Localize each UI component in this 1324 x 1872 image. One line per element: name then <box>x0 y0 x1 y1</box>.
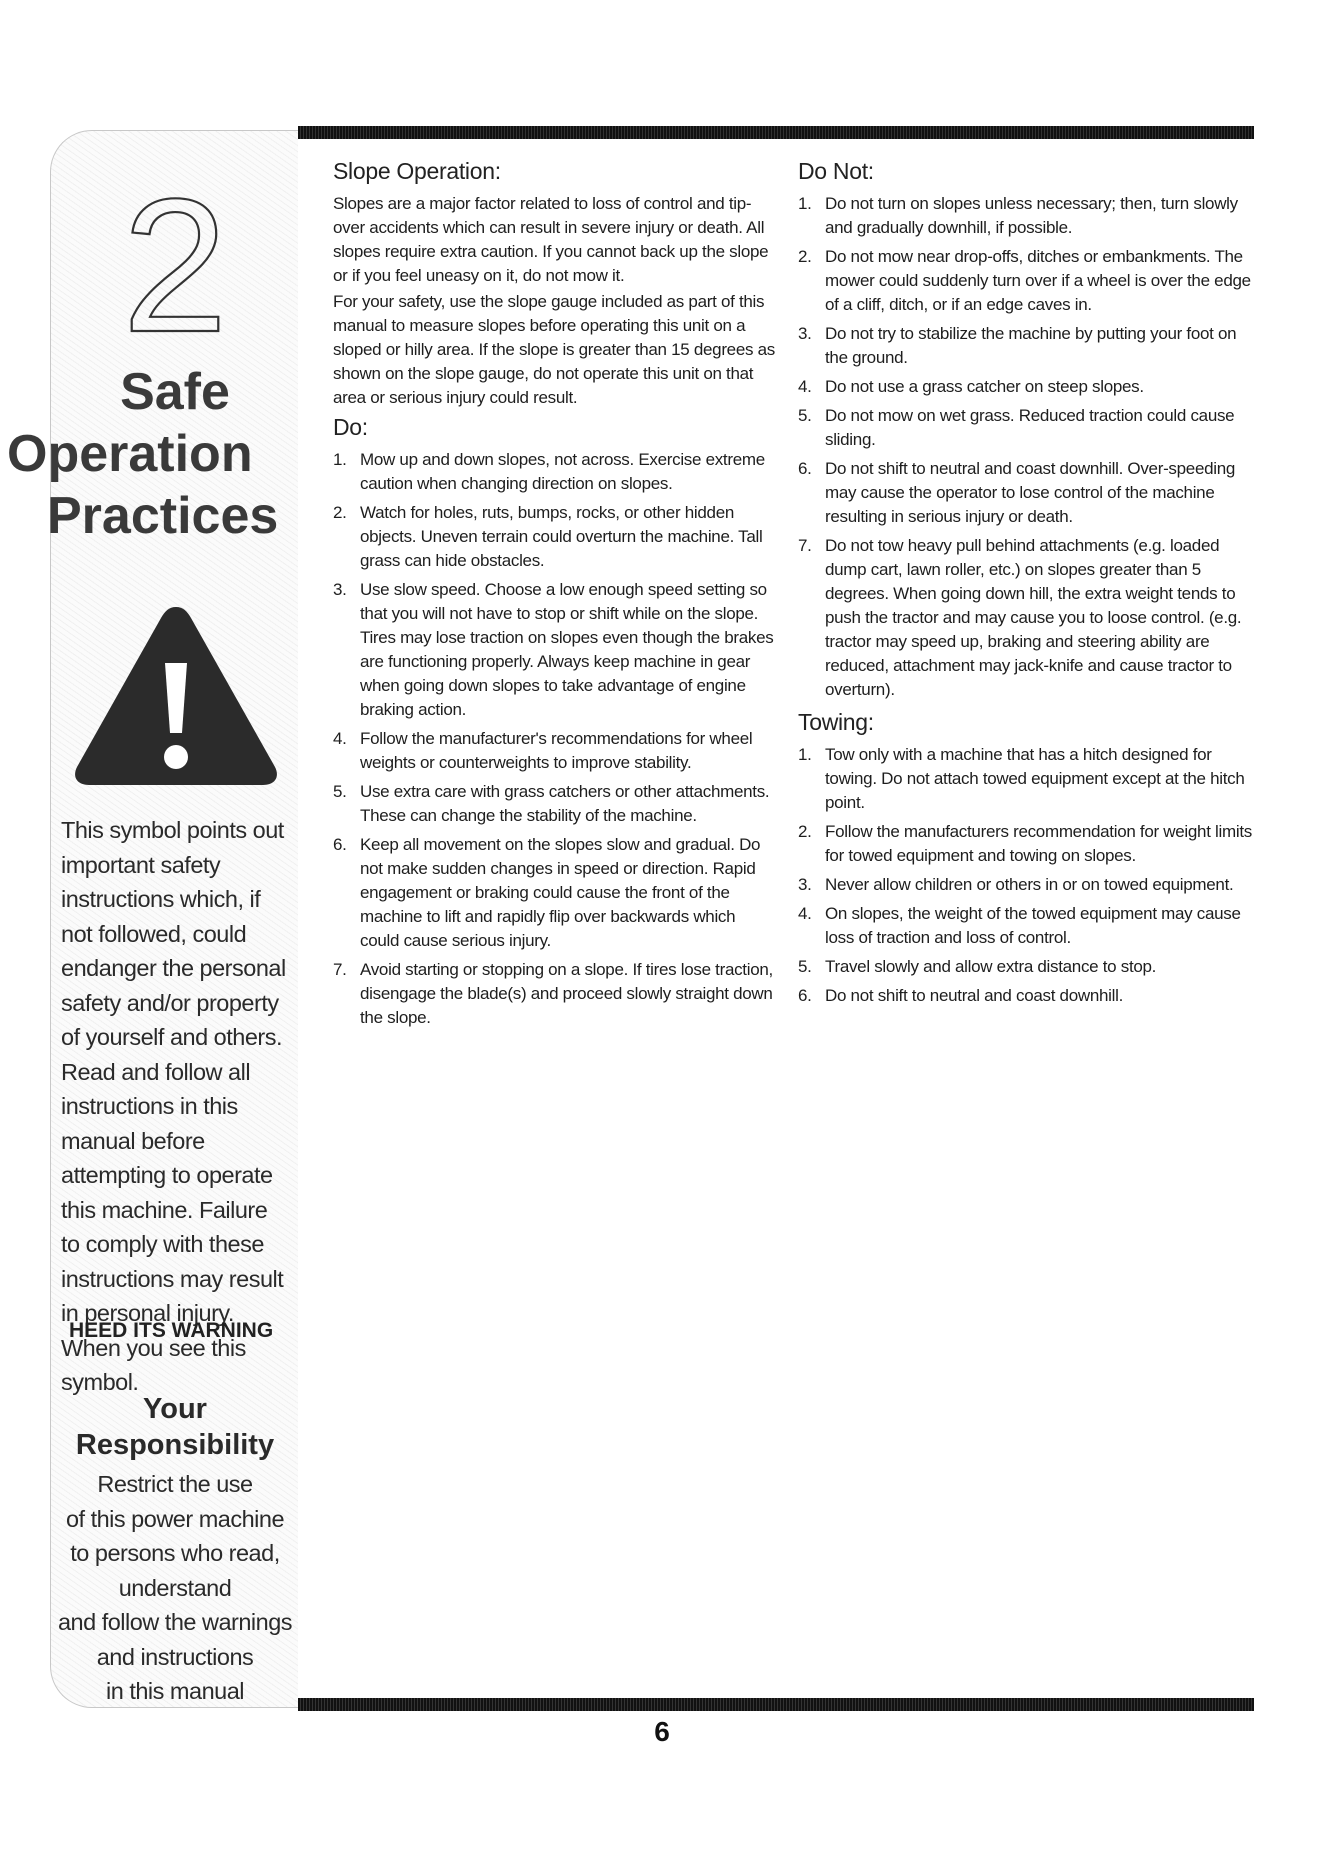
item-number: 2. <box>333 503 347 522</box>
item-number: 7. <box>333 960 347 979</box>
do-list <box>333 448 778 1030</box>
list-item <box>333 501 778 573</box>
item-number: 4. <box>798 904 812 923</box>
list-item <box>798 322 1258 370</box>
responsibility-title <box>51 1391 299 1463</box>
item-text: Do not use a grass catcher on steep slopes. <box>825 377 1144 396</box>
item-text: Do not mow on wet grass. Reduced traction could cause sliding. <box>825 406 1235 449</box>
symbol-explanation: This symbol points out important safety instructions which, if not followed, could endanger the personal safety and/or property of yourself and others. Read and follow all instructions in this manual before attempting to operate this machine. Failure to comply with these instructions may result in personal injury. When you see this symbol. <box>61 817 286 1395</box>
list-item <box>798 984 1258 1008</box>
item-text: Do not mow near drop-offs, ditches or embankments. The mower could suddenly turn over if a wheel is over the edge of a cliff, ditch, or if an edge caves in. <box>825 247 1251 314</box>
item-number: 5. <box>798 957 812 976</box>
slope-paragraph-2: For your safety, use the slope gauge included as part of this manual to measure slopes before operating this unit on a sloped or hilly area. If the slope is greater than 15 degrees as shown on the slope gauge, do not operate this unit on that area or serious injury could result. <box>333 292 775 407</box>
title-line-operation: Operation <box>7 425 253 483</box>
list-item <box>798 534 1258 702</box>
item-number: 6. <box>798 459 812 478</box>
item-number: 6. <box>798 986 812 1005</box>
item-number: 1. <box>798 745 812 764</box>
item-number: 2. <box>798 247 812 266</box>
item-text: Do not turn on slopes unless necessary; then, turn slowly and gradually downhill, if possible. <box>825 194 1238 237</box>
item-text: Keep all movement on the slopes slow and gradual. Do not make sudden changes in speed or direction. Rapid engagement or braking could cause the front of the machine to lift and rapidly flip over backwards which could cause serious injury. <box>360 835 761 950</box>
chapter-number-outline <box>111 179 239 349</box>
item-number: 3. <box>798 875 812 894</box>
resp-title-line-1: Your <box>143 1393 207 1425</box>
sidebar <box>7 130 298 1708</box>
item-text: Tow only with a machine that has a hitch designed for towing. Do not attach towed equipment except at the hitch point. <box>825 745 1245 812</box>
heed-warning-label: HEED ITS WARNING <box>69 1319 274 1342</box>
item-text: Do not tow heavy pull behind attachments (e.g. loaded dump cart, lawn roller, etc.) on slopes greater than 5 degrees. When going down hill, the extra weight tends to push the tractor and may cause you to loose control. (e.g. tractor may speed up, braking and steering ability are reduced, attachment may jack-knife and cause tractor to overturn). <box>825 536 1242 699</box>
item-text: Never allow children or others in or on towed equipment. <box>825 875 1234 894</box>
item-number: 5. <box>333 782 347 801</box>
page-number: 6 <box>654 1716 670 1747</box>
top-rule <box>298 126 1254 139</box>
item-text: Follow the manufacturers recommendation for weight limits for towed equipment and towing on slopes. <box>825 822 1252 865</box>
list-item <box>333 958 778 1030</box>
resp-line: Restrict the use <box>97 1471 253 1497</box>
item-text: Avoid starting or stopping on a slope. If tires lose traction, disengage the blade(s) and proceed slowly straight down the slope. <box>360 960 773 1027</box>
item-text: Mow up and down slopes, not across. Exercise extreme caution when changing direction on slopes. <box>360 450 765 493</box>
resp-line: in this manual <box>106 1678 244 1704</box>
resp-line: of this power machine <box>65 1505 285 1532</box>
do-not-heading: Do Not: <box>798 158 874 184</box>
section-title <box>7 361 299 547</box>
item-number: 3. <box>333 580 347 599</box>
item-number: 5. <box>798 406 812 425</box>
item-text: Use slow speed. Choose a low enough speed setting so that you will not have to stop or shift while on the slope. Tires may lose traction on slopes even though the brakes are functioning properly. Always keep machine in gear when going down slopes to take advantage of engine braking action. <box>360 580 774 719</box>
list-item <box>798 404 1258 452</box>
do-not-list <box>798 192 1258 702</box>
resp-line: and instructions <box>96 1643 254 1670</box>
item-text: Watch for holes, ruts, bumps, rocks, or other hidden objects. Uneven terrain could overturn the machine. Tall grass can hide obstacles. <box>360 503 763 570</box>
item-number: 1. <box>798 194 812 213</box>
bottom-rule <box>298 1698 1254 1711</box>
title-line-practices: Practices <box>47 487 279 545</box>
resp-title-line-2: Responsibility <box>75 1429 275 1461</box>
list-item <box>333 727 778 775</box>
item-number: 6. <box>333 835 347 854</box>
warning-triangle-icon <box>69 601 283 791</box>
do-heading: Do: <box>333 414 368 440</box>
slope-paragraph-1: Slopes are a major factor related to loss of control and tip-over accidents which can result in severe injury or death. All slopes require extra caution. If you cannot back up the slope or if you feel uneasy on it, do not mow it. <box>333 194 769 285</box>
item-number: 1. <box>333 450 347 469</box>
item-number: 4. <box>333 729 347 748</box>
list-item <box>333 578 778 722</box>
list-item <box>798 955 1258 979</box>
towing-heading: Towing: <box>798 709 874 735</box>
list-item <box>798 902 1258 950</box>
item-text: Do not shift to neutral and coast downhill. Over-speeding may cause the operator to lose control of the machine resulting in serious injury or death. <box>825 459 1236 526</box>
towing-list <box>798 743 1258 1008</box>
title-line-safe: Safe <box>120 363 230 421</box>
list-item <box>798 873 1258 897</box>
item-text: Follow the manufacturer's recommendations for wheel weights or counterweights to improve stability. <box>360 729 753 772</box>
item-number: 4. <box>798 377 812 396</box>
responsibility-text <box>51 1467 299 1709</box>
list-item <box>798 457 1258 529</box>
slope-operation-heading: Slope Operation: <box>333 158 501 184</box>
list-item <box>798 820 1258 868</box>
resp-line: and follow the warnings <box>57 1609 293 1635</box>
list-item <box>798 245 1258 317</box>
list-item <box>333 448 778 496</box>
list-item <box>333 833 778 953</box>
right-column <box>798 156 1258 1013</box>
list-item <box>798 743 1258 815</box>
resp-line: understand <box>118 1574 232 1601</box>
item-text: Travel slowly and allow extra distance to stop. <box>825 957 1157 976</box>
item-number: 3. <box>798 324 812 343</box>
item-text: On slopes, the weight of the towed equipment may cause loss of traction and loss of control. <box>825 904 1241 947</box>
item-number: 2. <box>798 822 812 841</box>
item-text: Do not try to stabilize the machine by putting your foot on the ground. <box>825 324 1237 367</box>
list-item <box>798 192 1258 240</box>
resp-line: to persons who read, <box>70 1540 280 1566</box>
list-item <box>333 780 778 828</box>
chapter-number: 2 <box>122 179 228 349</box>
list-item <box>798 375 1258 399</box>
left-column <box>333 156 778 1035</box>
item-text: Do not shift to neutral and coast downhill. <box>825 986 1124 1005</box>
item-text: Use extra care with grass catchers or other attachments. These can change the stability of the machine. <box>360 782 770 825</box>
item-number: 7. <box>798 536 812 555</box>
